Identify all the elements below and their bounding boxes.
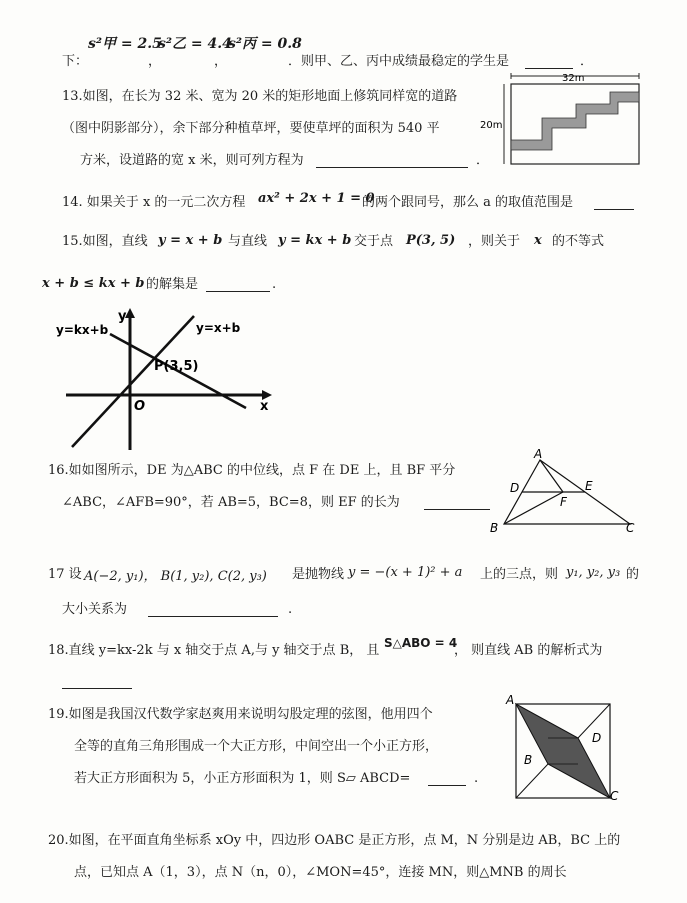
q15-line-eq-1: y = x + b bbox=[158, 233, 223, 248]
q18-answer-blank[interactable] bbox=[62, 676, 132, 689]
q12-text: ．则甲、乙、丙中成绩最稳定的学生是 bbox=[288, 54, 510, 69]
q20-line-2: 点，已知点 A（1，3），点 N（n，0），∠MON=45°，连接 MN，则△MNB 的周长 bbox=[74, 865, 567, 880]
vertex-d: D bbox=[592, 731, 602, 745]
variance-yi: s²乙 = 4.4 bbox=[158, 36, 232, 52]
q16-triangle-figure bbox=[484, 444, 644, 536]
q14-text-1: 14. 如果关于 x 的一元二次方程 bbox=[62, 195, 246, 210]
q18-area: S△ABO = 4 bbox=[384, 636, 458, 650]
q12-end: ． bbox=[580, 54, 594, 69]
q17-answer-blank[interactable] bbox=[148, 604, 278, 617]
q17-text-b: 是抛物线 bbox=[292, 567, 345, 582]
q12-prefix: 下： bbox=[62, 54, 89, 69]
q19-answer-blank[interactable] bbox=[428, 773, 466, 786]
q18-text-2: ， 则直线 AB 的解析式为 bbox=[454, 643, 603, 658]
q14-answer-blank[interactable] bbox=[594, 197, 634, 210]
q19-line-1: 19.如图是我国汉代数学家赵爽用来说明勾股定理的弦图，他用四个 bbox=[48, 707, 433, 722]
point-f: F bbox=[560, 495, 567, 509]
q15-line-2: 的解集是 bbox=[146, 277, 199, 292]
road-rectangle-figure bbox=[478, 70, 648, 168]
q15-end: . bbox=[272, 277, 277, 292]
q13-line-1: 13.如图，在长为 32 米、宽为 20 米的矩形地面上修筑同样宽的道路 bbox=[62, 89, 458, 104]
height-label: 20m bbox=[480, 120, 503, 131]
zhao-shuang-figure bbox=[498, 692, 628, 806]
q15-answer-blank[interactable] bbox=[206, 279, 270, 292]
q17-end: . bbox=[288, 602, 293, 617]
q17-parabola: y = −(x + 1)² + a bbox=[348, 565, 463, 580]
q15-inequality: x + b ≤ kx + b bbox=[42, 276, 145, 291]
vertex-a: A bbox=[506, 693, 515, 707]
q17-text-c: 上的三点，则 bbox=[480, 567, 559, 582]
q15-graph-figure bbox=[50, 304, 285, 454]
q12-comma-1: ， bbox=[148, 54, 162, 69]
q15-text-a: 15.如图，直线 bbox=[62, 234, 148, 249]
q12-comma-2: ， bbox=[214, 54, 228, 69]
q15-point: P(3, 5) bbox=[406, 233, 456, 248]
q14-text-2: 的两个跟同号，那么 a 的取值范围是 bbox=[362, 195, 574, 210]
q17-text-d: 的 bbox=[626, 567, 640, 582]
q18-text-1: 18.直线 y=kx-2k 与 x 轴交于点 A,与 y 轴交于点 B， 且 bbox=[48, 643, 380, 658]
variance-jia: s²甲 = 2.5 bbox=[88, 36, 162, 52]
point-e: E bbox=[585, 479, 593, 493]
q15-line-eq-2: y = kx + b bbox=[278, 233, 352, 248]
label-point-p: P(3,5) bbox=[154, 359, 199, 374]
q13-line-2: （图中阴影部分），余下部分种植草坪，要使草坪的面积为 540 平 bbox=[62, 121, 440, 136]
q20-line-1: 20.如图，在平面直角坐标系 xOy 中，四边形 OABC 是正方形，点 M，N 分别是边 AB，BC 上的 bbox=[48, 833, 621, 848]
q19-end: . bbox=[474, 771, 479, 786]
point-d: D bbox=[510, 481, 520, 495]
q15-var-x: x bbox=[534, 233, 542, 248]
road-shaded-region bbox=[511, 92, 639, 150]
label-origin: O bbox=[134, 399, 146, 414]
width-label: 32m bbox=[562, 73, 585, 84]
vertex-a: A bbox=[534, 447, 543, 461]
q13-answer-blank[interactable] bbox=[316, 155, 468, 168]
vertex-c: C bbox=[626, 521, 635, 535]
q19-line-3: 若大正方形面积为 5，小正方形面积为 1，则 S▱ ABCD= bbox=[74, 771, 411, 786]
label-kx-b: y=kx+b bbox=[56, 323, 109, 337]
q14-equation: ax² + 2x + 1 = 0 bbox=[258, 191, 375, 206]
q13-end: ． bbox=[476, 153, 490, 168]
q16-answer-blank[interactable] bbox=[424, 497, 490, 510]
q13-line-3: 方米，设道路的宽 x 米，则可列方程为 bbox=[80, 153, 304, 168]
q17-text-a: 17 设 bbox=[48, 567, 82, 582]
label-x-b: y=x+b bbox=[196, 321, 241, 335]
label-y-axis: y bbox=[118, 309, 127, 324]
vertex-b: B bbox=[524, 753, 533, 767]
q17-points: A(−2, y₁)， B(1, y₂), C(2, y₃) bbox=[84, 569, 267, 584]
q17-vars: y₁, y₂, y₃ bbox=[566, 565, 621, 580]
q15-text-d: ，则关于 bbox=[468, 234, 521, 249]
q17-line-2: 大小关系为 bbox=[62, 602, 128, 617]
q16-line-2: ∠ABC，∠AFB=90°，若 AB=5，BC=8，则 EF 的长为 bbox=[62, 495, 400, 510]
parallelogram-abcd bbox=[516, 704, 610, 798]
q15-text-c: 交于点 bbox=[354, 234, 394, 249]
q15-text-e: 的不等式 bbox=[552, 234, 605, 249]
q12-answer-blank[interactable] bbox=[525, 56, 573, 69]
vertex-c: C bbox=[610, 789, 619, 803]
label-x-axis: x bbox=[260, 399, 269, 414]
q15-text-b: 与直线 bbox=[228, 234, 268, 249]
variance-bing: s²丙 = 0.8 bbox=[228, 36, 302, 52]
q16-line-1: 16.如如图所示，DE 为△ABC 的中位线，点 F 在 DE 上，且 BF 平分 bbox=[48, 463, 456, 478]
q19-line-2: 全等的直角三角形围成一个大正方形，中间空出一个小正方形， bbox=[74, 739, 439, 754]
vertex-b: B bbox=[490, 521, 499, 535]
